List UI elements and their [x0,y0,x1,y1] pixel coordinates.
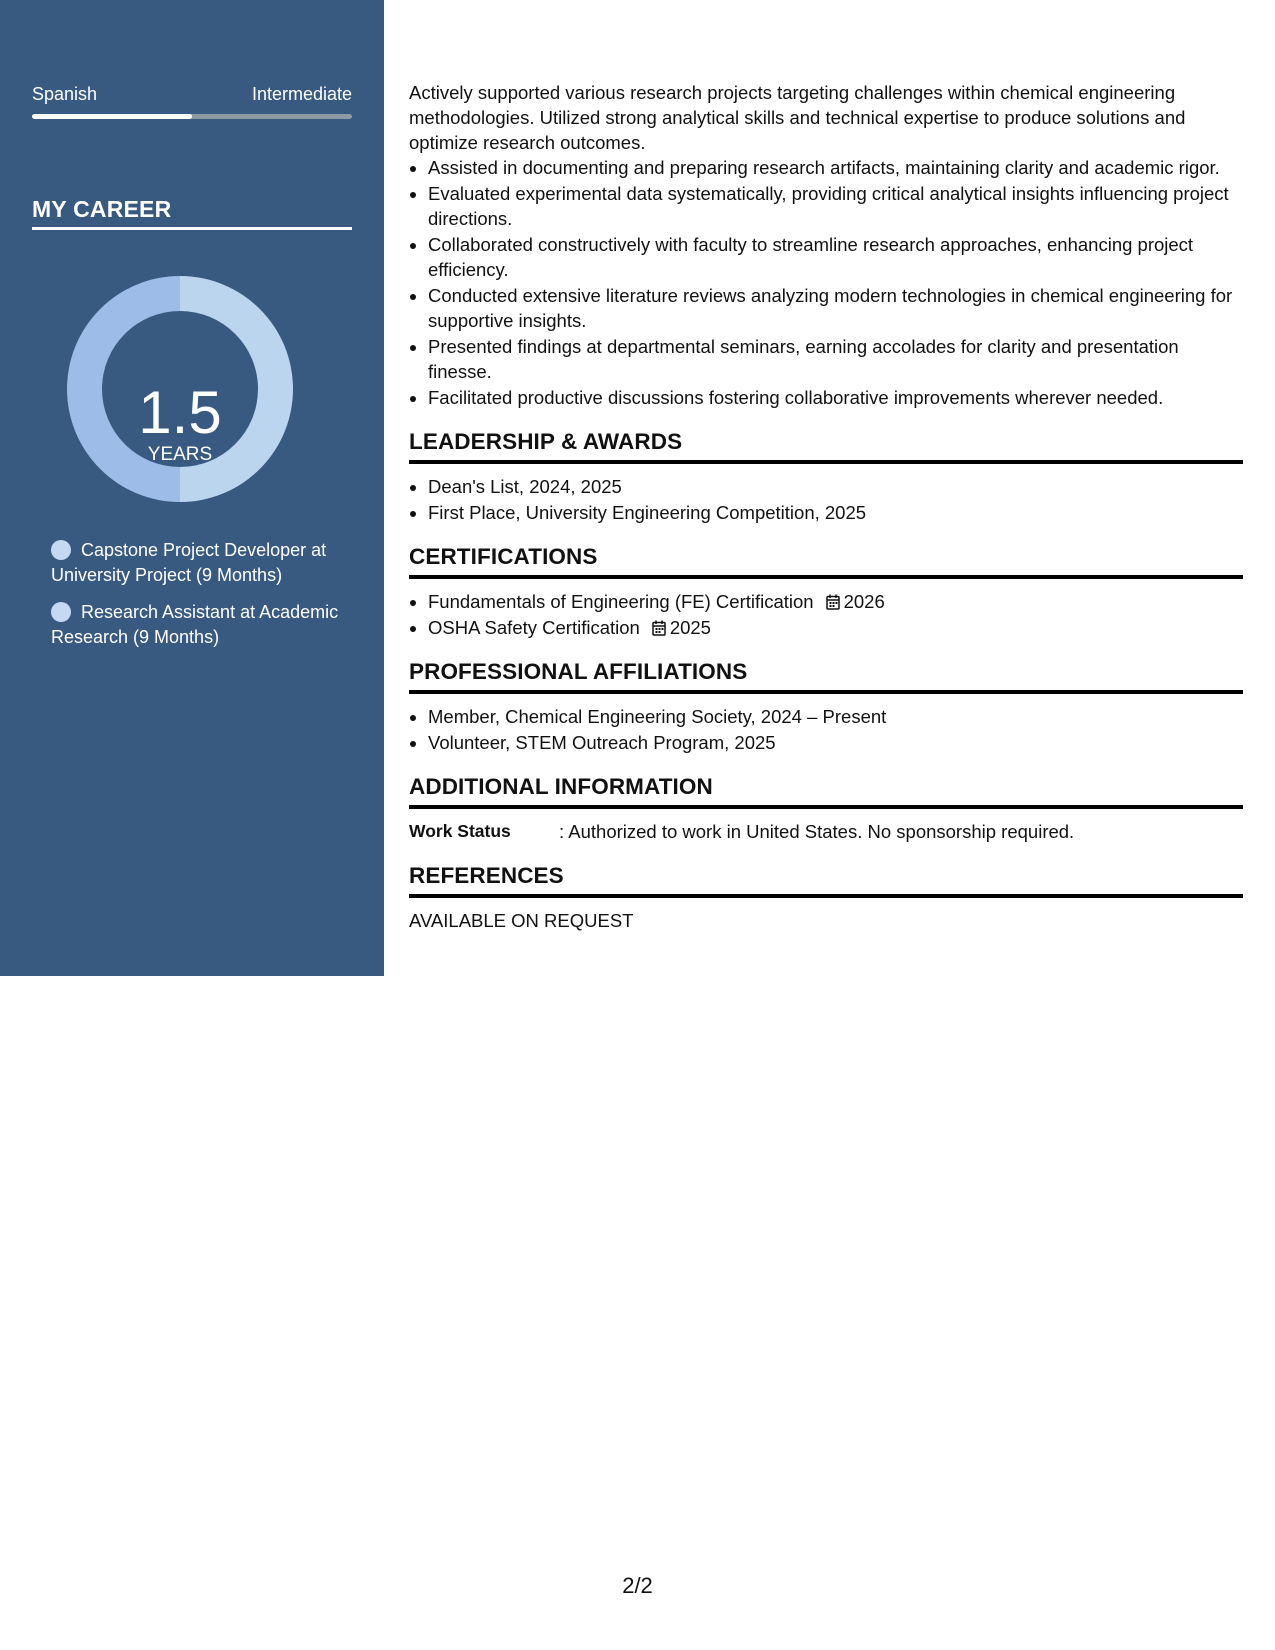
career-years-donut [67,276,293,502]
leadership-item: • Dean's List, 2024, 2025 [428,474,1243,499]
additional-info-heading: ADDITIONAL INFORMATION [409,774,713,799]
section-rule [409,690,1243,694]
sidebar [0,0,384,976]
career-heading: MY CAREER [32,196,172,222]
certifications-heading: CERTIFICATIONS [409,544,598,569]
work-status-row [409,819,1243,844]
donut-center [102,311,258,467]
experience-bullet: • Evaluated experimental data systematically, providing critical analytical insights influencing project directions. [428,181,1243,231]
certification-year: 2025 [669,617,711,638]
career-item [51,538,341,588]
certification-name: OSHA Safety Certification [428,617,640,638]
experience-bullet: • Collaborated constructively with faculty to streamline research approaches, enhancing project efficiency. [428,232,1243,282]
work-status-value: : Authorized to work in United States. No sponsorship required. [559,821,1075,842]
references-text: AVAILABLE ON REQUEST [409,910,634,931]
language-level: Intermediate [251,84,352,104]
experience-bullets [409,155,1243,410]
main-content [409,80,1243,933]
affiliations-list [409,704,1243,755]
calendar-icon [826,594,840,610]
experience-bullet: • Conducted extensive literature reviews analyzing modern technologies in chemical engineering for supportive insights. [428,283,1243,333]
career-heading-rule [32,227,352,230]
leadership-list [409,474,1243,525]
career-item [51,600,341,650]
experience-bullet: • Presented findings at departmental seminars, earning accolades for clarity and presentation finesse. [428,334,1243,384]
leadership-item: • First Place, University Engineering Competition, 2025 [428,500,1243,525]
work-status-label: Work Status [409,821,511,841]
experience-bullet: • Assisted in documenting and preparing research artifacts, maintaining clarity and academic rigor. [428,155,1243,180]
career-dot-icon [51,540,71,560]
calendar-icon [652,620,666,636]
section-rule [409,575,1243,579]
affiliation-item: • Volunteer, STEM Outreach Program, 2025 [428,730,1243,755]
certification-name: Fundamentals of Engineering (FE) Certification [428,591,814,612]
career-dot-icon [51,602,71,622]
career-item-text: Research Assistant at Academic Research (9 Months) [51,602,339,647]
certification-item [428,589,1243,614]
career-item-text: Capstone Project Developer at University Project (9 Months) [51,540,327,585]
page-number: 2/2 [622,1573,653,1598]
section-rule [409,894,1243,898]
affiliation-item: • Member, Chemical Engineering Society, 2024 – Present [428,704,1243,729]
references-heading: REFERENCES [409,863,564,888]
language-row [32,84,352,106]
section-rule [409,460,1243,464]
section-rule [409,805,1243,809]
experience-summary: Actively supported various research projects targeting challenges within chemical engineering methodologies. Utilized strong analytical skills and technical expertise to produce solutions and optimize research outcomes. [409,82,1186,153]
career-years-value: 1.5 [138,379,222,446]
affiliations-heading: PROFESSIONAL AFFILIATIONS [409,659,748,684]
certification-item [428,615,1243,640]
language-proficiency-fill [32,114,192,119]
career-years-unit: YEARS [147,444,213,465]
language-name: Spanish [32,84,98,104]
experience-bullet: • Facilitated productive discussions fostering collaborative improvements wherever needed. [428,385,1243,410]
language-proficiency-bar [32,114,352,119]
certifications-list [409,589,1243,640]
career-list [51,538,341,662]
certification-year: 2026 [843,591,885,612]
leadership-heading: LEADERSHIP & AWARDS [409,429,683,454]
